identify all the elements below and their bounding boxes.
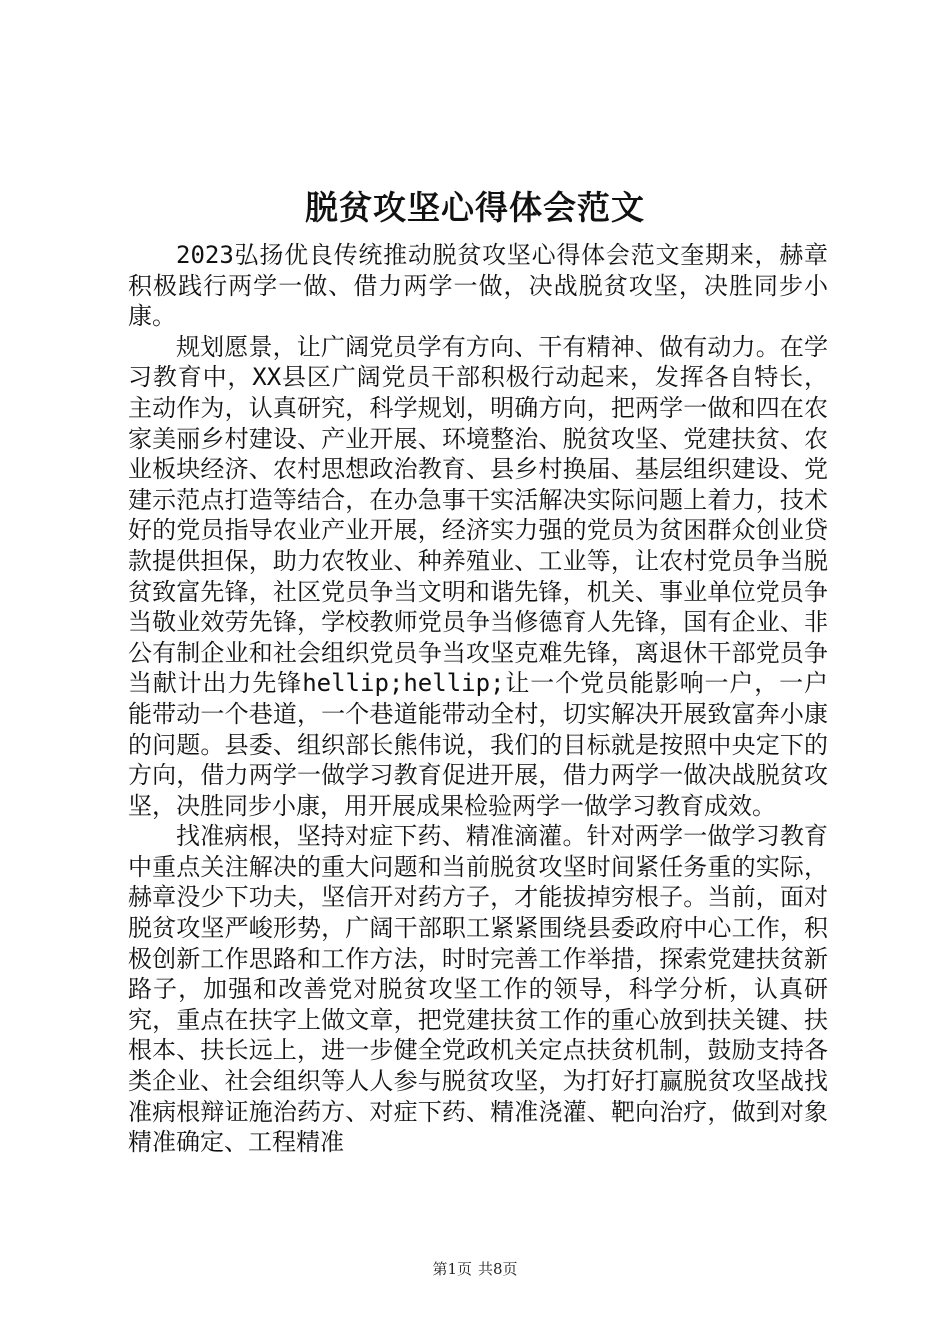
paragraph-planning-vision: 规划愿景，让广阔党员学有方向、干有精神、做有动力。在学习教育中，XX县区广阔党员干部积极行动起来，发挥各自特长，主动作为，认真研究，科学规划，明确方向，把两学一做和四在农家美丽乡村建设、产业开展、环境整治、脱贫攻坚、党建扶贫、农业板块经济、农村思想政治教育、县乡村换届、基层组织建设、党建示范点打造等结合，在办急事干实活解决实际问题上着力，技术好的党员指导农业产业开展，经济实力强的党员为贫困群众创业贷款提供担保，助力农牧业、种养殖业、工业等，让农村党员争当脱贫致富先锋，社区党员争当文明和谐先锋，机关、事业单位党员争当敬业效劳先锋，学校教师党员争当修德育人先锋，国有企业、非公有制企业和社会组织党员争当攻坚克难先锋，离退休干部党员争当献计出力先锋hellip;hellip;让一个党员能影响一户，一户能带动一个巷道，一个巷道能带动全村，切实解决开展致富奔小康的问题。县委、组织部长熊伟说，我们的目标就是按照中央定下的方向，借力两学一做学习教育促进开展，借力两学一做决战脱贫攻坚，决胜同步小康，用开展成果检验两学一做学习教育成效。 xyxy=(128,332,828,820)
paragraph-intro: 2023弘扬优良传统推动脱贫攻坚心得体会范文奎期来，赫章积极践行两学一做、借力两学一做，决战脱贫攻坚，决胜同步小康。 xyxy=(128,241,828,331)
page-number-current: 第1页 xyxy=(432,1260,472,1278)
document-body xyxy=(128,240,828,1158)
paragraph-find-root-cause: 找准病根，坚持对症下药、精准滴灌。针对两学一做学习教育中重点关注解决的重大问题和当前脱贫攻坚时间紧任务重的实际，赫章没少下功夫，坚信开对药方子，才能拔掉穷根子。当前，面对脱贫攻坚严峻形势，广阔干部职工紧紧围绕县委政府中心工作，积极创新工作思路和工作方法，时时完善工作举措，探索党建扶贫新路子，加强和改善党对脱贫攻坚工作的领导，科学分析，认真研究，重点在扶字上做文章，把党建扶贫工作的重心放到扶关键、扶根本、扶长远上，进一步健全党政机关定点扶贫机制，鼓励支持各类企业、社会组织等人人参与脱贫攻坚，为打好打赢脱贫攻坚战找准病根辩证施治药方、对症下药、精准浇灌、靶向治疗，做到对象精准确定、工程精准 xyxy=(128,822,828,1157)
page-number-total: 共8页 xyxy=(478,1260,518,1278)
document-title: 脱贫攻坚心得体会范文 xyxy=(305,188,645,227)
page-footer xyxy=(0,1259,950,1279)
